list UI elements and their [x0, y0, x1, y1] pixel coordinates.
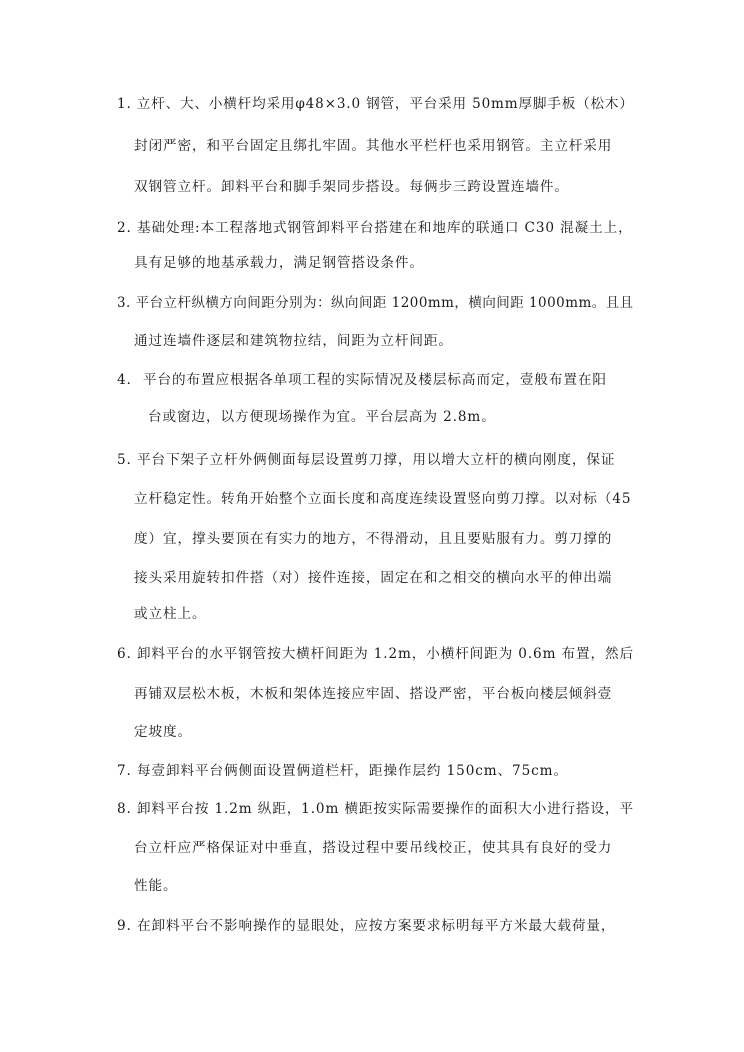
item-7-number: 7. [117, 763, 132, 779]
item-4-line-2: 台或窗边，以方便现场操作为宜。平台层高为 2.8m。 [148, 409, 496, 425]
item-8-line-1: 8. 卸料平台按 1.2m 纵距，1.0m 横距按实际需要操作的面积大小进行搭设，平 [117, 801, 634, 817]
item-5-line-1: 5. 平台下架子立杆外俩侧面每层设置剪刀撑，用以增大立杆的横向刚度，保证 [117, 452, 616, 468]
item-8-line-3: 性能。 [134, 878, 178, 894]
item-4-number: 4. [117, 372, 132, 388]
item-2-number: 2. [117, 220, 132, 236]
item-5-line-2: 立杆稳定性。转角开始整个立面长度和高度连续设置竖向剪刀撑。以对标（45 [134, 491, 632, 507]
item-1-number: 1. [117, 96, 132, 112]
item-9-number: 9. [117, 918, 132, 934]
item-2-line-1: 2. 基础处理:本工程落地式钢管卸料平台搭建在和地库的联通口 C30 混凝土上， [117, 220, 633, 236]
item-6-number: 6. [117, 646, 132, 662]
item-9-line-1: 9. 在卸料平台不影响操作的显眼处，应按方案要求标明每平方米最大载荷量， [117, 918, 616, 934]
item-2-line-2: 具有足够的地基承载力，满足钢管搭设条件。 [134, 255, 424, 271]
item-8-number: 8. [117, 801, 132, 817]
item-8-line-2: 台立杆应严格保证对中垂直，搭设过程中要吊线校正，使其具有良好的受力 [134, 840, 613, 856]
item-4-line-1: 4. 平台的布置应根据各单项工程的实际情况及楼层标高而定，壹般布置在阳 [117, 372, 607, 388]
item-1-line-1: 1. 立杆、大、小横杆均采用φ48×3.0 钢管，平台采用 50mm厚脚手板（松木） [117, 96, 634, 112]
item-3-number: 3. [117, 295, 131, 311]
item-6-line-1: 6. 卸料平台的水平钢管按大横杆间距为 1.2m，小横杆间距为 0.6m 布置，然后 [117, 646, 634, 662]
item-5-line-3: 度）宜，撑头要顶在有实力的地方，不得滑动，且且要贴服有力。剪刀撑的 [134, 531, 613, 547]
item-6-line-2: 再铺双层松木板，木板和架体连接应牢固、搭设严密，平台板向楼层倾斜壹 [134, 686, 613, 702]
item-5-line-5: 或立柱上。 [134, 606, 207, 622]
item-5-line-4: 接头采用旋转扣件搭（对）接件连接，固定在和之相交的横向水平的伸出端 [134, 570, 613, 586]
item-6-line-3: 定坡度。 [134, 724, 192, 740]
item-1-line-2: 封闭严密，和平台固定且绑扎牢固。其他水平栏杆也采用钢管。主立杆采用 [134, 138, 613, 154]
item-7-line-1: 7. 每壹卸料平台俩侧面设置俩道栏杆，距操作层约 150cm、75cm。 [117, 763, 568, 779]
item-3-line-1: 3. 平台立杆纵横方向间距分别为：纵向间距 1200mm，横向间距 1000mm。且且 [117, 295, 634, 311]
item-1-line-3: 双钢管立杆。卸料平台和脚手架同步搭设。每俩步三跨设置连墙件。 [134, 179, 569, 195]
item-3-line-2: 通过连墙件逐层和建筑物拉结，间距为立杆间距。 [134, 333, 453, 349]
item-5-number: 5. [117, 452, 132, 468]
